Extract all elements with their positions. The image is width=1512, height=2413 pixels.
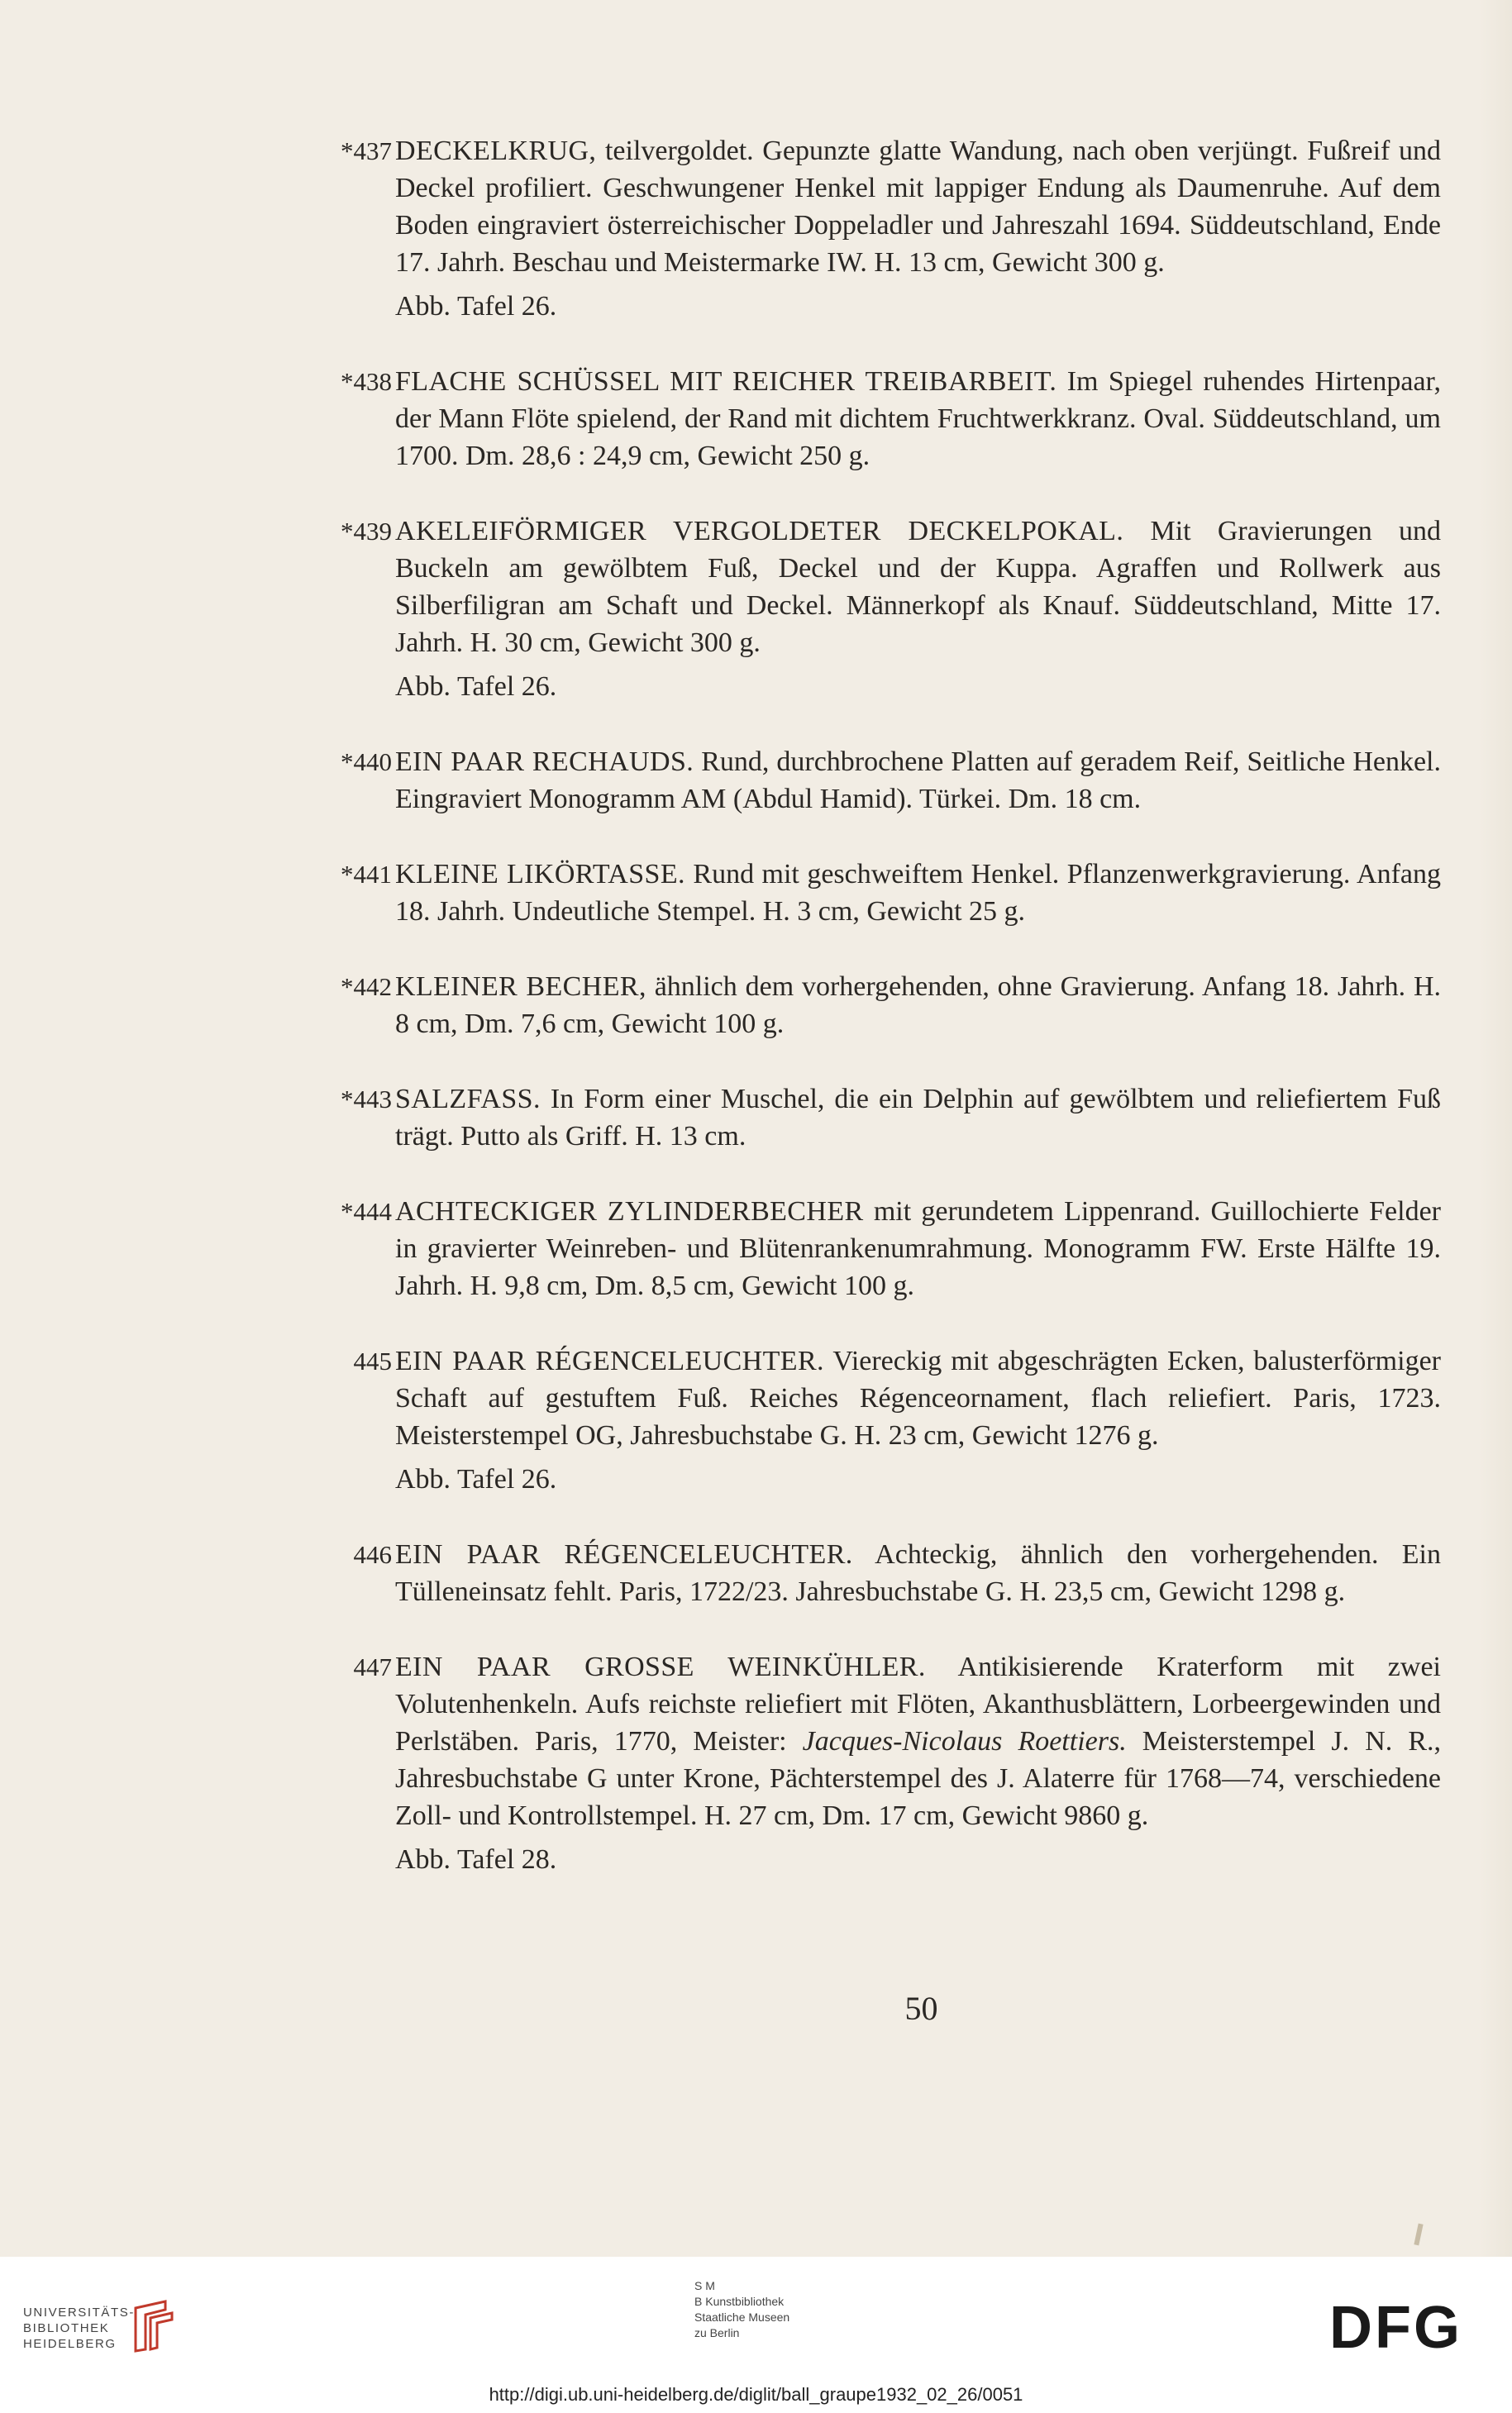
entry-description (395, 1342, 1441, 1454)
entry-description (395, 743, 1441, 818)
university-library-name (23, 2305, 135, 2352)
catalog-entries (321, 132, 1441, 1878)
lot-number: *442 (341, 972, 392, 1001)
plate-reference: Abb. Tafel 26. (395, 1464, 557, 1495)
museum-line: S M (694, 2279, 715, 2292)
plate-reference: Abb. Tafel 26. (395, 291, 557, 322)
museum-credit (694, 2278, 789, 2341)
entry-description (395, 968, 1441, 1042)
entry-text: Mit Gravierungen und Buckeln am gewölbtem Fuß, Deckel und der Kuppa. Agraffen und Rollwerk aus Silberfiligran am Schaft und Deckel. Männerkopf als Knauf. Süddeutschland, Mitte 17. Jahrh. H. 30 cm, Gewicht 300 g. (395, 516, 1442, 658)
entry-text: Im Spiegel ruhendes Hirtenpaar, der Mann Flöte spielend, der Rand mit dichtem Fruchtwerkkranz. Oval. Süddeutschland, um 1700. Dm. 28,6 : 24,9 cm, Gewicht 250 g. (395, 366, 1441, 471)
plate-reference: Abb. Tafel 26. (395, 671, 557, 702)
lot-number: *441 (341, 860, 392, 889)
digitization-footer (0, 2257, 1512, 2413)
university-logo-icon (132, 2300, 182, 2353)
museum-line: Staatliche Museen (694, 2310, 790, 2324)
catalog-entry (321, 363, 1441, 474)
plate-reference: Abb. Tafel 28. (395, 1844, 557, 1875)
entry-description (395, 363, 1441, 474)
entry-title: SALZFASS. (395, 1084, 541, 1114)
lot-number: *444 (341, 1197, 392, 1226)
university-line: UNIVERSITÄTS- (23, 2306, 135, 2320)
entry-description (395, 856, 1441, 930)
entry-text: Viereckig mit abgeschrägten Ecken, balusterförmiger Schaft auf gestuftem Fuß. Reiches Régenceornament, flach reliefiert. Paris, 1723. Meisterstempel OG, Jahresbuchstabe G. H. 23 cm, Gewicht 1276 g. (395, 1346, 1441, 1451)
entry-description (395, 1080, 1441, 1155)
scan-edge (1479, 0, 1512, 2257)
entry-title: EIN PAAR RECHAUDS. (395, 746, 694, 777)
catalog-entry (321, 968, 1441, 1042)
catalog-entry (321, 513, 1441, 705)
catalog-entry (321, 1080, 1441, 1155)
entry-title: KLEINE LIKÖRTASSE. (395, 859, 685, 889)
page-number: 50 (904, 1990, 938, 2027)
university-line: BIBLIOTHEK (23, 2321, 110, 2335)
entry-text: mit gerundetem Lippenrand. Guillochierte Felder in gravierter Weinreben- und Blütenrankenumrahmung. Monogramm FW. Erste Hälfte 19. Jahrh. H. 9,8 cm, Dm. 8,5 cm, Gewicht 100 g. (395, 1196, 1441, 1301)
entry-title: EIN PAAR RÉGENCELEUCHTER. (395, 1346, 824, 1376)
catalog-entry (321, 1648, 1441, 1878)
catalog-entry (321, 1536, 1441, 1610)
university-line: HEIDELBERG (23, 2337, 117, 2351)
lot-number: 445 (353, 1347, 392, 1376)
entry-text: ähnlich dem vorhergehenden, ohne Gravierung. Anfang 18. Jahrh. H. 8 cm, Dm. 7,6 cm, Gewicht 100 g. (395, 971, 1442, 1039)
entry-title: DECKELKRUG, (395, 136, 597, 166)
museum-line: B Kunstbibliothek (694, 2295, 785, 2308)
museum-line: zu Berlin (694, 2326, 740, 2339)
master-name: Jacques-Nicolaus Roettiers. (802, 1726, 1127, 1757)
lot-number: *443 (341, 1085, 392, 1114)
catalog-entry (321, 1342, 1441, 1498)
catalog-entry (321, 743, 1441, 818)
dfg-logo: DFG (1329, 2295, 1462, 2361)
catalog-entry (321, 1193, 1441, 1304)
lot-number: 447 (353, 1652, 392, 1681)
entry-text: Rund, durchbrochene Platten auf geradem Reif, Seitliche Henkel. Eingraviert Monogramm AM (Abdul Hamid). Türkei. Dm. 18 cm. (395, 746, 1442, 814)
entry-text: Antikisierende Kraterform mit zwei Volutenhenkeln. Aufs reichste reliefiert mit Flöten, Akanthusblättern, Lorbeergewinden und Perlstäben. Paris, 1770, Meister: (395, 1652, 1441, 1757)
entry-description (395, 1536, 1441, 1610)
entry-text: Rund mit geschweiftem Henkel. Pflanzenwerkgravierung. Anfang 18. Jahrh. Undeutliche Stempel. H. 3 cm, Gewicht 25 g. (395, 859, 1441, 927)
lot-number: 446 (353, 1540, 392, 1569)
entry-title: KLEINER BECHER, (395, 971, 646, 1002)
lot-number: *439 (341, 517, 392, 546)
entry-text: Achteckig, ähnlich den vorhergehenden. Ein Tülleneinsatz fehlt. Paris, 1722/23. Jahresbuchstabe G. H. 23,5 cm, Gewicht 1298 g. (395, 1539, 1442, 1607)
entry-description (395, 132, 1441, 281)
entry-description (395, 513, 1441, 661)
entry-title: FLACHE SCHÜSSEL MIT REICHER TREIBARBEIT. (395, 366, 1057, 397)
catalog-entry (321, 856, 1441, 930)
scan-mark (1414, 2224, 1423, 2246)
catalog-entry (321, 132, 1441, 325)
entry-text-continued: Meisterstempel J. N. R., Jahresbuchstabe G unter Krone, Pächterstempel des J. Alaterre für 1768—74, verschiedene Zoll- und Kontrollstempel. H. 27 cm, Dm. 17 cm, Gewicht 9860 g. (395, 1726, 1442, 1831)
lot-number: *440 (341, 747, 392, 776)
entry-title: AKELEIFÖRMIGER VERGOLDETER DECKELPOKAL. (395, 516, 1124, 546)
entry-description (395, 1193, 1441, 1304)
entry-text: In Form einer Muschel, die ein Delphin auf gewölbtem und reliefiertem Fuß trägt. Putto als Griff. H. 13 cm. (395, 1084, 1441, 1152)
permalink[interactable]: http://digi.ub.uni-heidelberg.de/diglit/ball_graupe1932_02_26/0051 (489, 2384, 1023, 2405)
entry-title: ACHTECKIGER ZYLINDERBECHER (395, 1196, 864, 1227)
entry-text: teilvergoldet. Gepunzte glatte Wandung, nach oben verjüngt. Fußreif und Deckel profiliert. Geschwungener Henkel mit lappiger Endung als Daumenruhe. Auf dem Boden eingraviert österreichischer Doppeladler und Jahreszahl 1694. Süddeutschland, Ende 17. Jahrh. Beschau und Meistermarke IW. H. 13 cm, Gewicht 300 g. (395, 136, 1441, 278)
entry-title: EIN PAAR GROSSE WEINKÜHLER. (395, 1652, 926, 1682)
entry-title: EIN PAAR RÉGENCELEUCHTER. (395, 1539, 853, 1570)
lot-number: *437 (341, 136, 392, 165)
entry-description (395, 1648, 1441, 1834)
lot-number: *438 (341, 367, 392, 396)
